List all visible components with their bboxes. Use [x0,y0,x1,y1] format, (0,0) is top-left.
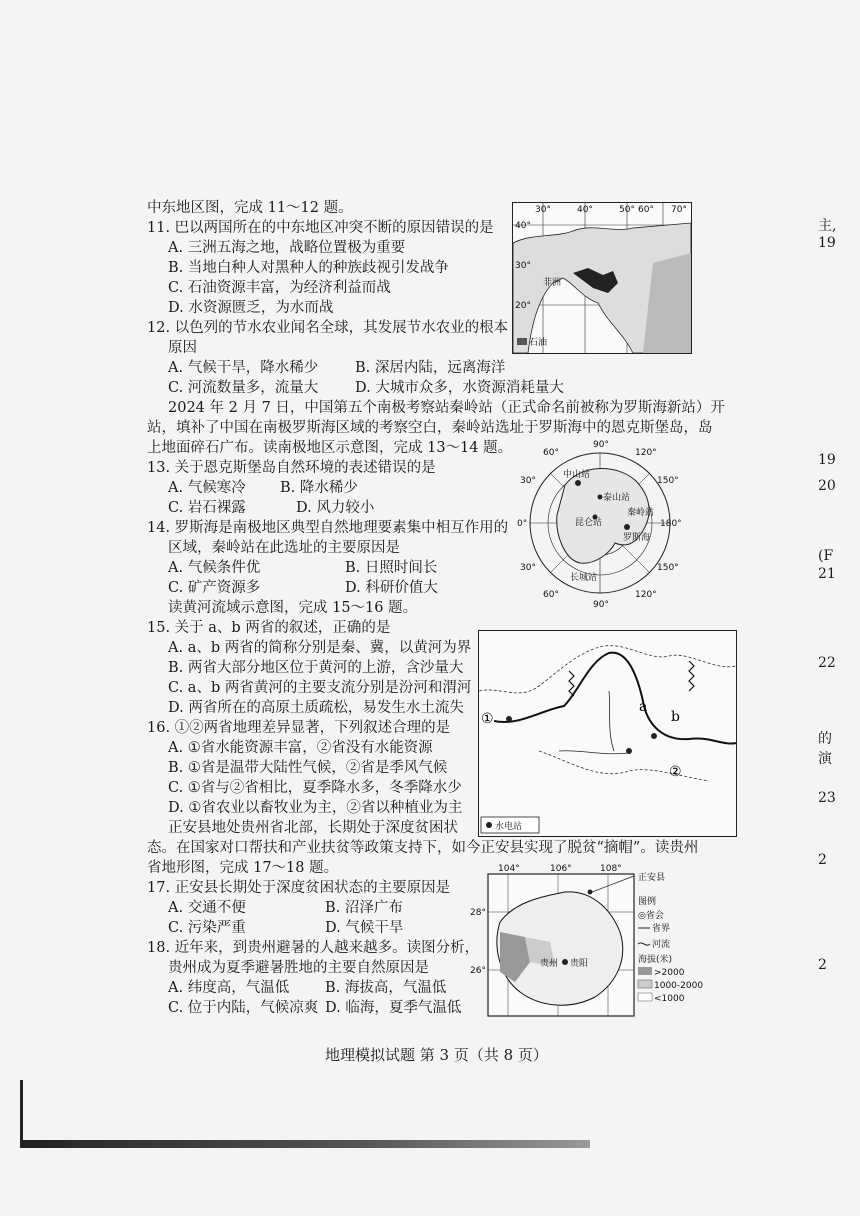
edge-text-6: 21 [818,566,836,582]
intro-antarctic-2: 站，填补了中国在南极罗斯海区域的考察空白，秦岭站选址于罗斯海中的恩克斯堡岛，岛 [147,420,713,436]
yellow-river-map [478,630,737,837]
q13-option-d: D. 风力较小 [296,500,375,516]
gz-legend-border: 省界 [652,924,671,934]
me-africa-label: 非洲 [543,278,562,288]
q15-option-c: C. a、b 两省黄河的主要支流分别是汾河和渭河 [168,680,472,696]
me-legend-oil: 石油 [529,338,548,348]
edge-text-12: 2 [818,957,827,973]
ant-rosssea-label: 罗斯海 [623,533,651,543]
edge-text-7: 22 [818,655,836,671]
edge-text-5: (F [818,548,834,564]
gz-guiyang-label: 贵阳 [570,959,589,969]
edge-text-8: 的 [818,731,832,747]
q14-option-d: D. 科研价值大 [345,580,438,596]
ant-deg-bottom: 90° [593,600,609,610]
ant-deg-tl: 30° [520,476,536,486]
q14-stem-cont: 区域，秦岭站在此选址的主要原因是 [168,540,400,556]
q17-stem: 17. 正安县长期处于深度贫困状态的主要原因是 [147,880,451,896]
yr-province-b: b [671,709,680,725]
yr-province-2: ② [669,764,682,780]
intro-antarctic-1: 2024 年 2 月 7 日，中国第五个南极考察站秦岭站（正式命名前被称为罗斯海新站）开 [168,400,725,416]
q12-option-c: C. 河流数量多，流量大 [168,380,319,396]
ant-deg-bl: 30° [520,563,536,573]
ant-deg-bl2: 60° [543,590,559,600]
yr-province-1: ① [481,711,494,727]
ant-deg-tr1: 120° [635,448,657,458]
ant-deg-br1: 150° [657,563,679,573]
gz-lat-26: 26° [470,966,486,976]
q15-option-a: A. a、b 两省的简称分别是秦、冀，以黄河为界 [168,640,472,656]
me-lon-60: 60° [638,205,654,215]
q15-option-b: B. 两省大部分地区位于黄河的上游，含沙量大 [168,660,464,676]
gz-lon-104: 104° [498,864,520,874]
q18-stem-cont: 贵州成为夏季避暑胜地的主要自然原因是 [168,960,429,976]
ant-deg-right: 180° [660,519,682,529]
q11-option-a: A. 三洲五海之地，战略位置极为重要 [168,240,406,256]
yr-legend-hydro: 水电站 [495,822,523,832]
intro-guizhou-1: 正安县地处贵州省北部，长期处于深度贫困状 [168,820,458,836]
q12-option-a: A. 气候干旱，降水稀少 [168,360,319,376]
edge-text-2: 19 [818,235,836,251]
q14-option-b: B. 日照时间长 [345,560,438,576]
intro-guizhou-3: 省地形图，完成 17～18 题。 [147,860,339,876]
ant-deg-tl2: 60° [543,448,559,458]
edge-text-1: 主, [818,218,837,234]
gz-lat-28: 28° [470,908,486,918]
q16-option-d: D. ①省农业以畜牧业为主，②省以种植业为主 [168,800,463,816]
me-lon-40: 40° [577,205,593,215]
edge-text-11: 2 [818,852,827,868]
q16-option-c: C. ①省与②省相比，夏季降水多，冬季降水少 [168,780,462,796]
ant-zhongshan-label: 中山站 [563,470,591,480]
q16-option-a: A. ①省水能资源丰富，②省没有水能资源 [168,740,433,756]
intro-middle-east: 中东地区图，完成 11～12 题。 [147,200,353,216]
ant-qinling-label: 秦岭站 [627,508,655,518]
q13-option-a: A. 气候寒冷 [168,480,246,496]
q17-option-c: C. 污染严重 [168,920,246,936]
ant-deg-top: 90° [593,440,609,450]
ant-deg-left: 0° [517,519,528,529]
yr-province-a: a [639,699,648,715]
ant-deg-br2: 120° [635,590,657,600]
q18-option-b: B. 海拔高，气温低 [325,980,447,996]
q11-stem: 11. 巴以两国所在的中东地区冲突不断的原因错误的是 [147,220,494,236]
scan-left-edge [20,1080,23,1146]
q11-option-b: B. 当地白种人对黑种人的种族歧视引发战争 [168,260,449,276]
q12-stem: 12. 以色列的节水农业闻名全球，其发展节水农业的根本 [147,320,509,336]
q17-option-a: A. 交通不便 [168,900,246,916]
ant-taishan-label: 泰山站 [603,493,631,503]
q12-stem-cont: 原因 [168,340,197,356]
q11-option-c: C. 石油资源丰富，为经济利益而战 [168,280,391,296]
q14-stem: 14. 罗斯海是南极地区典型自然地理要素集中相互作用的 [147,520,509,536]
me-lon-30: 30° [535,205,551,215]
q13-option-c: C. 岩石裸露 [168,500,246,516]
q17-option-b: B. 沼泽广布 [325,900,403,916]
gz-legend-river: 河流 [652,940,671,950]
gz-legend-capital: ◎省会 [638,911,664,921]
q16-option-b: B. ①省是温带大陆性气候，②省是季风气候 [168,760,448,776]
intro-antarctic-3: 上地面碎石广布。读南极地区示意图，完成 13～14 题。 [147,440,513,456]
q14-option-a: A. 气候条件优 [168,560,261,576]
q12-option-b: B. 深居内陆，远离海洋 [355,360,506,376]
gz-zhengan-label: 正安县 [638,873,666,883]
gz-legend-e2: 1000-2000 [654,981,704,991]
q15-option-d: D. 两省所在的高原土质疏松，易发生水土流失 [168,700,464,716]
ant-deg-tr2: 150° [657,476,679,486]
q15-stem: 15. 关于 a、b 两省的叙述，正确的是 [147,620,391,636]
q11-option-d: D. 水资源匮乏，为水而战 [168,300,334,316]
gz-lon-108: 108° [600,864,622,874]
q18-option-c: C. 位于内陆，气候凉爽 [168,1000,319,1016]
q18-option-d: D. 临海，夏季气温低 [325,1000,462,1016]
ant-kunlun-label: 昆仑站 [575,518,603,528]
gz-legend-e3: <1000 [654,994,685,1004]
intro-guizhou-2: 态。在国家对口帮扶和产业扶贫等政策支持下，如今正安县实现了脱贫“摘帽”。读贵州 [147,840,699,856]
antarctic-map [515,435,685,610]
me-lon-50: 50° [619,205,635,215]
edge-text-9: 演 [818,751,832,767]
gz-legend-e1: >2000 [654,968,685,978]
gz-lon-106: 106° [550,864,572,874]
q16-stem: 16. ①②两省地理差异显著，下列叙述合理的是 [147,720,451,736]
gz-guizhou-label: 贵州 [540,959,559,969]
guizhou-map [470,862,704,1022]
me-lat-40: 40° [515,221,531,231]
gz-legend-title: 图例 [638,897,657,907]
page-footer: 地理模拟试题 第 3 页（共 8 页） [325,1046,548,1064]
edge-text-4: 20 [818,478,836,494]
middle-east-map [512,202,692,354]
me-lat-20: 20° [515,301,531,311]
q17-option-d: D. 气候干旱 [325,920,404,936]
q18-stem: 18. 近年来，到贵州避暑的人越来越多。读图分析， [147,940,480,956]
gz-legend-elev: 海拔(米) [638,955,673,965]
ant-changcheng-label: 长城站 [570,573,598,583]
q13-option-b: B. 降水稀少 [280,480,358,496]
edge-text-3: 19 [818,452,836,468]
intro-yellow-river: 读黄河流域示意图，完成 15～16 题。 [168,600,418,616]
edge-text-10: 23 [818,790,836,806]
scan-bottom-edge [20,1140,590,1148]
me-lon-70: 70° [671,205,687,215]
me-lat-30: 30° [515,261,531,271]
q18-option-a: A. 纬度高，气温低 [168,980,290,996]
q14-option-c: C. 矿产资源多 [168,580,261,596]
q13-stem: 13. 关于恩克斯堡岛自然环境的表述错误的是 [147,460,436,476]
q12-option-d: D. 大城市众多，水资源消耗量大 [355,380,564,396]
